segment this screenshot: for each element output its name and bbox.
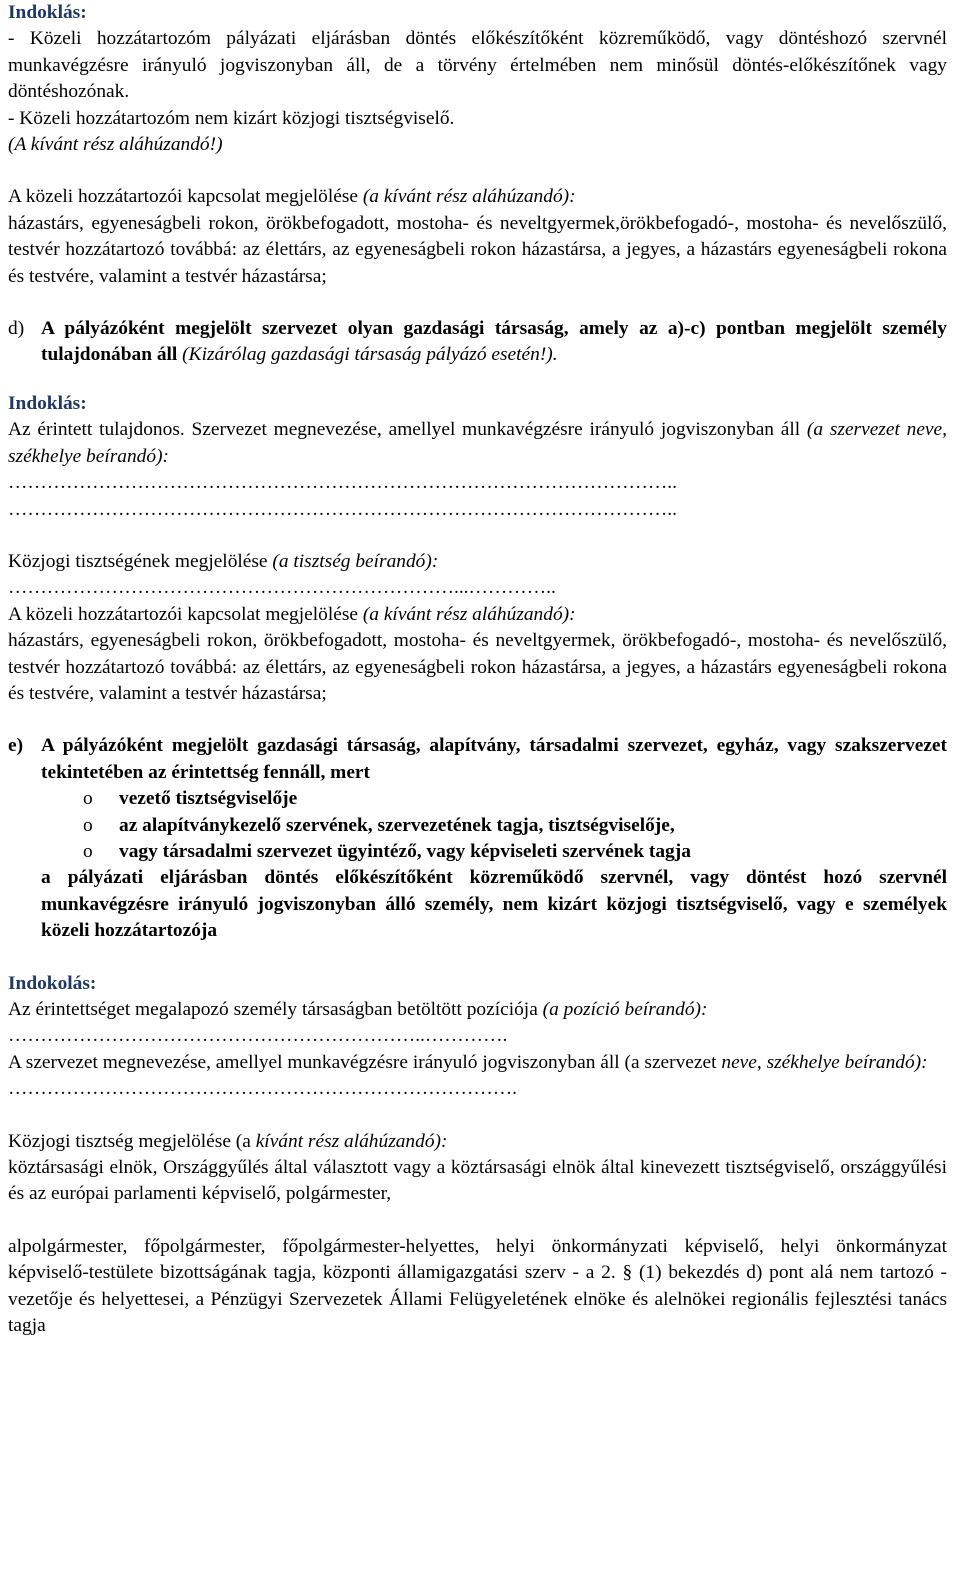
fill-in-line: ……………………………………………………………...………….. bbox=[8, 577, 556, 599]
section-heading: Indoklás: bbox=[8, 392, 87, 414]
public-office-label: Közjogi tisztségének megjelölése (a tisztség beírandó): bbox=[8, 550, 439, 572]
public-office-note: (a tisztség beírandó): bbox=[272, 550, 439, 572]
organization-note: (a szervezet neve, székhelye beírandó): bbox=[8, 419, 947, 467]
relationship-label: A közeli hozzátartozói kapcsolat megjelölése (a kívánt rész aláhúzandó): bbox=[8, 603, 576, 625]
bullet-mark: o bbox=[83, 840, 93, 862]
position-label: Az érintettséget megalapozó személy társaságban betöltött pozíciója (a pozíció beírandó): bbox=[8, 999, 708, 1020]
reason-line: - Közeli hozzátartozóm pályázati eljárásban döntés előkészítőként közreműködő, vagy döntéshozó szervnél munkavégzésre irányuló jogviszonyban áll, de a törvény értelmében nem minősül döntés-előkészítőnek vagy döntéshozónak. bbox=[8, 28, 947, 103]
underline-note: (A kívánt rész aláhúzandó!) bbox=[8, 134, 223, 156]
position-note: (a pozíció beírandó): bbox=[542, 999, 708, 1020]
relationship-options: házastárs, egyeneságbeli rokon, örökbefogadott, mostoha- és neveltgyermek,örökbefogadó-, mostoha- és nevelőszülő, testvér hozzátartozó továbbá: az élettárs, az egyeneságbeli rokon házastársa, a jegyes, a házastárs egyeneságbeli rokona és testvére, valamint a testvér házastársa; bbox=[8, 212, 947, 287]
list-item: o az alapítványkezelő szervének, szervezetének tagja, tisztségviselője, bbox=[41, 813, 947, 839]
fill-in-line: ………………………………………………………..…………. bbox=[8, 1025, 508, 1047]
point-label: d) bbox=[8, 318, 25, 340]
point-e-list bbox=[41, 786, 947, 865]
point-d-text: A pályázóként megjelölt szervezet olyan gazdasági társaság, amely az a)-c) pontban megjelölt személy tulajdonában áll bbox=[41, 318, 947, 366]
public-office-note: kívánt rész aláhúzandó): bbox=[255, 1130, 448, 1152]
relationship-label: A közeli hozzátartozói kapcsolat megjelölése (a kívánt rész aláhúzandó): bbox=[8, 186, 576, 208]
point-d-note: (Kizárólag gazdasági társaság pályázó esetén!). bbox=[177, 344, 558, 366]
fill-in-line: ……………………………………………………………………. bbox=[8, 1078, 518, 1100]
point-e bbox=[8, 733, 947, 944]
organization-label: Az érintett tulajdonos. Szervezet megnevezése, amellyel munkavégzésre irányuló jogviszonyban áll (a szervezet neve, székhelye beírandó): bbox=[8, 419, 947, 467]
public-office-list: köztársasági elnök, Országgyűlés által választott vagy a köztársasági elnök által kinevezett tisztségviselő, országgyűlési és az európai parlamenti képviselő, polgármester, bbox=[8, 1157, 947, 1205]
point-e-outro: a pályázati eljárásban döntés előkészítőként közreműködő szervnél, vagy döntést hozó szervnél munkavégzésre irányuló jogviszonyban álló személy, nem kizárt közjogi tisztségviselő, vagy e személyek közeli hozzátartozója bbox=[41, 867, 947, 942]
fill-in-line: ………………………………………………………………………………………….. bbox=[8, 472, 677, 494]
bullet-mark: o bbox=[83, 814, 93, 836]
point-e-intro: e) A pályázóként megjelölt gazdasági társaság, alapítvány, társadalmi szervezet, egyház, vagy szakszervezet tekintetében az érintettség fennáll, mert bbox=[8, 735, 947, 783]
public-office-label: Közjogi tisztség megjelölése (a kívánt rész aláhúzandó): bbox=[8, 1130, 448, 1152]
relationship-options: házastárs, egyeneságbeli rokon, örökbefogadott, mostoha- és neveltgyermek, örökbefogadó-, mostoha- és nevelőszülő, testvér hozzátartozó továbbá: az élettárs, az egyeneságbeli rokon házastársa, a jegyes, a házastárs egyeneságbeli rokona és testvére, valamint a testvér házastársa; bbox=[8, 630, 947, 704]
list-item: o vagy társadalmi szervezet ügyintéző, vagy képviseleti szervének tagja bbox=[41, 839, 947, 865]
section-heading: Indoklás: bbox=[8, 2, 87, 23]
bullet-mark: o bbox=[83, 788, 93, 810]
organization-label: A szervezet megnevezése, amellyel munkavégzésre irányuló jogviszonyban áll (a szervezet neve, székhelye beírandó): bbox=[8, 1051, 928, 1073]
section-heading: Indokolás: bbox=[8, 972, 97, 994]
list-item: o vezető tisztségviselője bbox=[41, 786, 947, 812]
point-d bbox=[8, 316, 947, 369]
point-label: e) bbox=[8, 735, 24, 757]
organization-note: neve, székhelye beírandó): bbox=[721, 1051, 928, 1073]
relationship-note: (a kívánt rész aláhúzandó): bbox=[362, 186, 576, 208]
public-office-list: alpolgármester, főpolgármester, főpolgármester-helyettes, helyi önkormányzati képviselő, helyi önkormányzat képviselő-testülete bizottságának tagja, központi államigazgatási szerv - a 2. § (1) bekezdés d) pont alá nem tartozó - vezetője és helyettesei, a Pénzügyi Szervezetek Állami Felügyeletének elnöke és alelnökei regionális fejlesztési tanács tagja bbox=[8, 1235, 947, 1337]
fill-in-line: ………………………………………………………………………………………….. bbox=[8, 498, 677, 520]
relationship-note: (a kívánt rész aláhúzandó): bbox=[362, 603, 576, 625]
reason-line: - Közeli hozzátartozóm nem kizárt közjogi tisztségviselő. bbox=[8, 107, 455, 129]
